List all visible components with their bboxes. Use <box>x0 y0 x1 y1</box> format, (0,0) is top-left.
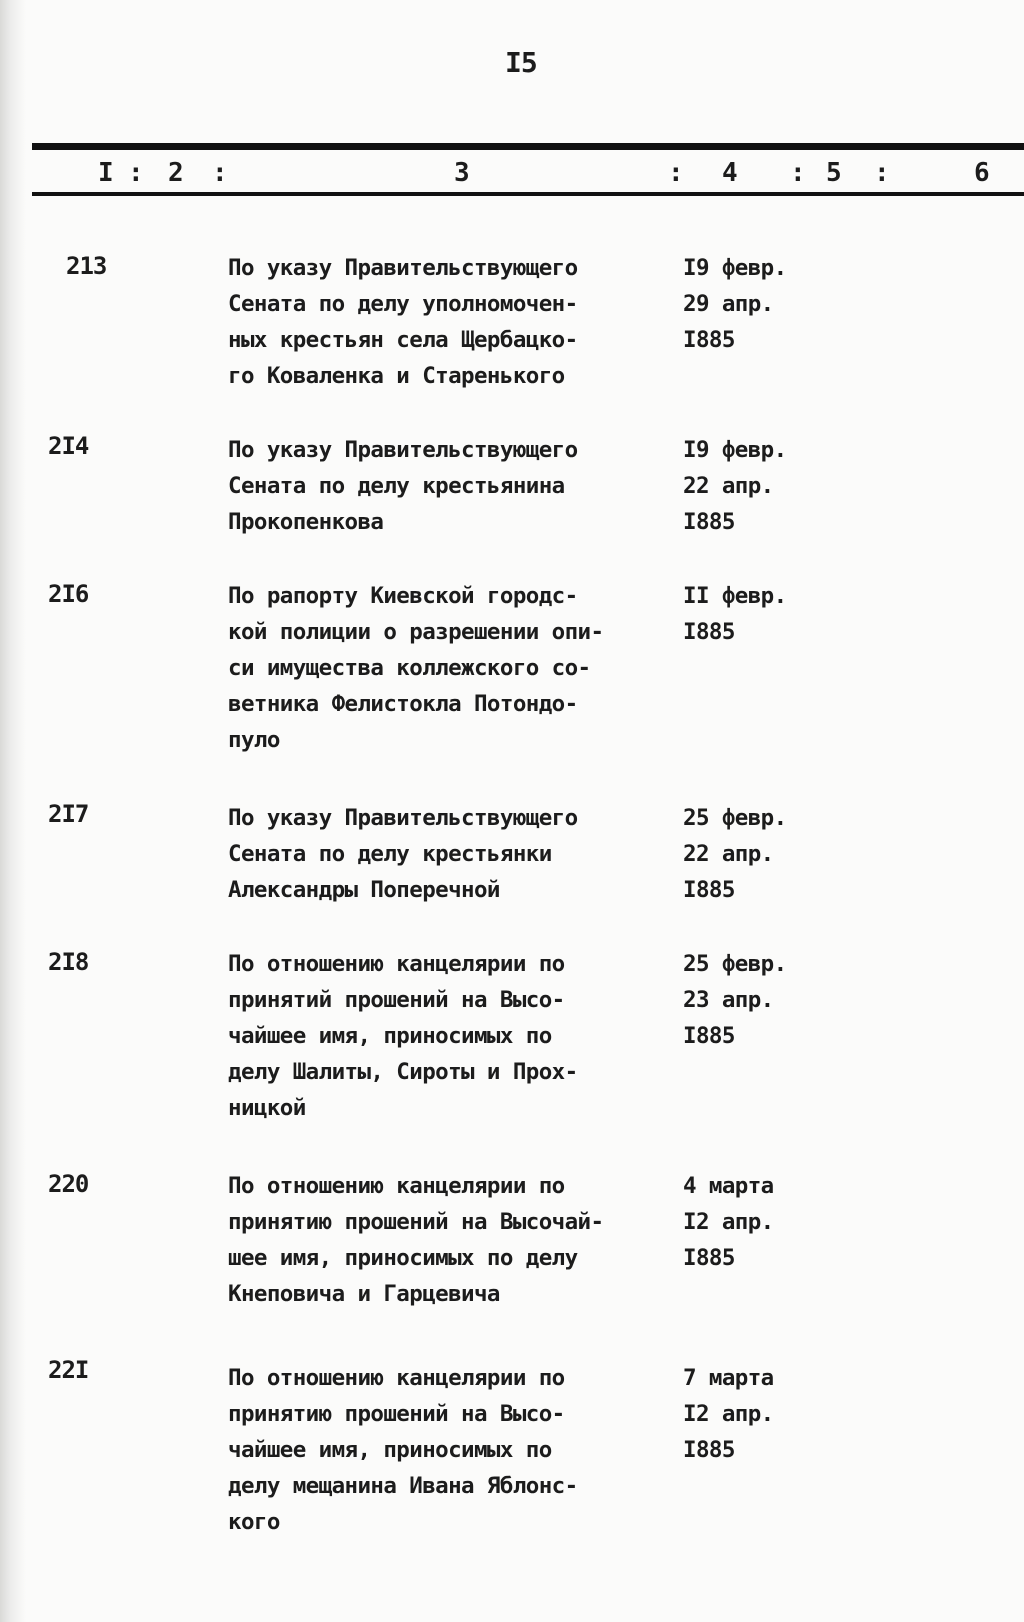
column-separator: : <box>874 158 890 188</box>
date-line: I885 <box>683 1437 735 1463</box>
title-line: делу мещанина Ивана Яблонс- <box>228 1473 578 1499</box>
entry-number: 2I8 <box>48 948 89 976</box>
date-line: I9 февр. <box>683 437 787 463</box>
date-line: I885 <box>683 509 735 535</box>
title-line: Сената по делу крестьянки <box>228 841 552 867</box>
title-line: По указу Правительствующего <box>228 805 578 831</box>
title-line: ветника Фелистокла Потондо- <box>228 691 578 717</box>
title-line: шее имя, приносимых по делу <box>228 1245 578 1271</box>
title-line: кой полиции о разрешении опи- <box>228 619 604 645</box>
title-line: ных крестьян села Щербацко- <box>228 327 578 353</box>
column-number-6: 6 <box>974 158 990 188</box>
date-line: I885 <box>683 877 735 903</box>
title-line: делу Шалиты, Сироты и Прох- <box>228 1059 578 1085</box>
table-top-rule <box>32 143 1024 150</box>
page-number: I5 <box>505 46 537 79</box>
title-line: По указу Правительствующего <box>228 255 578 281</box>
column-separator: : <box>212 158 228 188</box>
title-line: принятию прошений на Высочай- <box>228 1209 604 1235</box>
date-line: 4 марта <box>683 1173 774 1199</box>
entry-dates <box>683 1168 823 1276</box>
entry-title <box>228 800 668 908</box>
entry-dates <box>683 1360 823 1468</box>
entry-number: 22I <box>48 1356 89 1384</box>
date-line: I885 <box>683 1245 735 1271</box>
title-line: си имущества коллежского со- <box>228 655 591 681</box>
column-separator: : <box>128 158 144 188</box>
title-line: чайшее имя, приносимых по <box>228 1437 552 1463</box>
title-line: По рапорту Киевской городс- <box>228 583 578 609</box>
entry-title <box>228 1360 668 1540</box>
title-line: чайшее имя, приносимых по <box>228 1023 552 1049</box>
column-separator: : <box>668 158 684 188</box>
entry-dates <box>683 946 823 1054</box>
date-line: 22 апр. <box>683 841 774 867</box>
table-header-rule <box>32 192 1024 196</box>
entry-number: 2I4 <box>48 432 89 460</box>
column-number-5: 5 <box>826 158 842 188</box>
entry-dates <box>683 578 823 650</box>
column-number-2: 2 <box>168 158 184 188</box>
entry-title <box>228 946 668 1126</box>
title-line: Александры Поперечной <box>228 877 500 903</box>
date-line: I885 <box>683 327 735 353</box>
date-line: I9 февр. <box>683 255 787 281</box>
date-line: 25 февр. <box>683 951 787 977</box>
entry-title <box>228 250 668 394</box>
date-line: I885 <box>683 1023 735 1049</box>
title-line: го Коваленка и Старенького <box>228 363 565 389</box>
scan-edge-shadow <box>0 0 26 1622</box>
title-line: По отношению канцелярии по <box>228 1365 565 1391</box>
date-line: I2 апр. <box>683 1209 774 1235</box>
title-line: Прокопенкова <box>228 509 384 535</box>
title-line: ницкой <box>228 1095 306 1121</box>
date-line: 7 марта <box>683 1365 774 1391</box>
title-line: По отношению канцелярии по <box>228 951 565 977</box>
entry-number: 2I7 <box>48 800 89 828</box>
column-number-3: 3 <box>454 158 470 188</box>
entry-number: 2I6 <box>48 580 89 608</box>
entry-title <box>228 1168 668 1312</box>
title-line: По указу Правительствующего <box>228 437 578 463</box>
title-line: пуло <box>228 727 280 753</box>
date-line: 25 февр. <box>683 805 787 831</box>
entry-number: 220 <box>48 1170 89 1198</box>
title-line: принятий прошений на Высо- <box>228 987 565 1013</box>
entry-dates <box>683 800 823 908</box>
entry-title <box>228 432 668 540</box>
date-line: II февр. <box>683 583 787 609</box>
title-line: Сената по делу уполномочен- <box>228 291 578 317</box>
date-line: I885 <box>683 619 735 645</box>
title-line: кого <box>228 1509 280 1535</box>
column-number-1: I <box>98 158 114 188</box>
entry-title <box>228 578 668 758</box>
title-line: Кнеповича и Гарцевича <box>228 1281 500 1307</box>
date-line: 29 апр. <box>683 291 774 317</box>
column-separator: : <box>790 158 806 188</box>
entry-dates <box>683 432 823 540</box>
date-line: I2 апр. <box>683 1401 774 1427</box>
title-line: По отношению канцелярии по <box>228 1173 565 1199</box>
date-line: 22 апр. <box>683 473 774 499</box>
entry-number: 213 <box>66 252 107 280</box>
entry-dates <box>683 250 823 358</box>
title-line: принятию прошений на Высо- <box>228 1401 565 1427</box>
date-line: 23 апр. <box>683 987 774 1013</box>
column-number-4: 4 <box>722 158 738 188</box>
title-line: Сената по делу крестьянина <box>228 473 565 499</box>
